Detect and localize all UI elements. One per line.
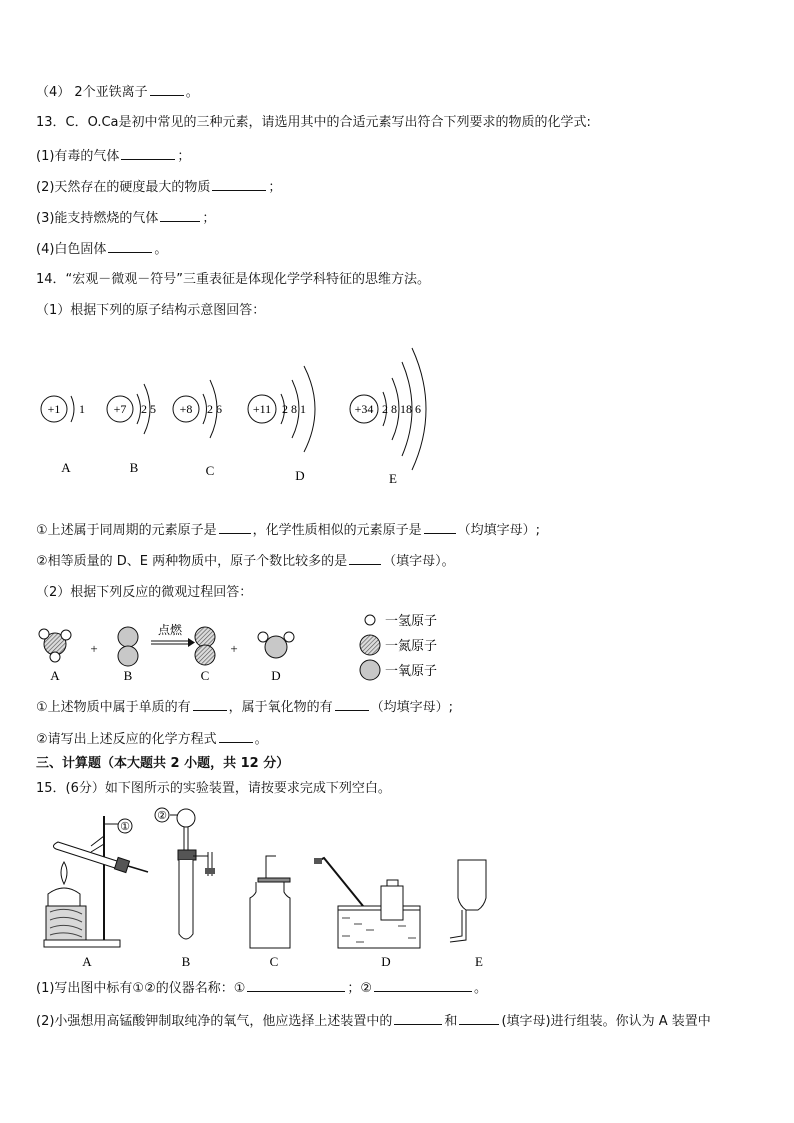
atom-structure-diagrams xyxy=(30,340,450,490)
atom-e-label: E xyxy=(389,471,397,486)
q13-item-2-end: ； xyxy=(268,180,282,195)
atom-c-nucleus: +8 xyxy=(179,402,193,416)
apparatus-b xyxy=(155,808,215,969)
apparatus-e xyxy=(450,860,486,969)
molecule-c xyxy=(195,627,215,683)
atom-d xyxy=(248,366,315,483)
atom-e-electrons: 2 8 18 6 xyxy=(382,402,421,416)
q13-item-4-text: (4)白色固体 xyxy=(36,242,107,257)
q14-sub4 xyxy=(36,729,268,749)
q15-sub1 xyxy=(36,978,487,998)
atom-b-electrons: 2 5 xyxy=(141,402,156,416)
q13-item-3 xyxy=(36,208,215,228)
molecule-d xyxy=(258,632,294,683)
q14-sub1-text-b: ，化学性质相似的元素原子是 xyxy=(252,523,422,538)
q13-item-4 xyxy=(36,239,167,259)
q14-sub2-text-a: ②相等质量的 D、E 两种物质中，原子个数比较多的是 xyxy=(36,554,348,569)
atom-a xyxy=(41,396,85,475)
q15-sub2-text-b: 和 xyxy=(444,1014,458,1029)
atom-legend xyxy=(360,613,437,680)
atom-b-nucleus: +7 xyxy=(113,402,127,416)
answer-blank[interactable] xyxy=(219,520,251,534)
q13-item-4-end: 。 xyxy=(154,242,168,257)
plus-sign: + xyxy=(90,641,98,656)
q13-item-1-text: (1)有毒的气体 xyxy=(36,149,120,164)
q13-item-1 xyxy=(36,146,190,166)
q13-item-3-end: ； xyxy=(202,211,216,226)
reaction-diagram xyxy=(30,610,470,690)
answer-blank[interactable] xyxy=(121,146,175,160)
q15-sub2-text-c: (填字母)进行组装。你认为 A 装置中 xyxy=(501,1014,711,1029)
q12-item-4-text: （4） 2个亚铁离子 xyxy=(36,85,148,100)
legend-nitrogen: 一氮原子 xyxy=(385,638,438,653)
molecule-b-label: B xyxy=(123,668,133,683)
q14-sub4-text-b: 。 xyxy=(254,732,268,747)
oxygen-atom-icon xyxy=(360,660,380,680)
q14-sub3 xyxy=(36,697,453,717)
q15-stem: 15．(6分）如下图所示的实验装置，请按要求完成下列空白。 xyxy=(36,781,391,796)
q14-stem: 14．“宏观－微观－符号”三重表征是体现化学学科特征的思维方法。 xyxy=(36,272,431,287)
atom-a-nucleus: +1 xyxy=(47,402,61,416)
molecule-a-label: A xyxy=(50,668,60,683)
atom-b xyxy=(107,384,156,475)
molecule-c-label: C xyxy=(200,668,210,683)
atom-e xyxy=(350,348,426,486)
answer-blank[interactable] xyxy=(212,177,266,191)
apparatus-c xyxy=(250,856,290,969)
legend-oxygen: 一氧原子 xyxy=(385,663,438,678)
q14-sub1-text-a: ①上述属于同周期的元素原子是 xyxy=(36,523,217,538)
apparatus-b-label: B xyxy=(181,954,191,969)
q13-item-2 xyxy=(36,177,281,197)
answer-blank[interactable] xyxy=(335,697,369,711)
apparatus-c-label: C xyxy=(269,954,279,969)
q13-stem: 13．C．O.Ca是初中常见的三种元素，请选用其中的合适元素写出符合下列要求的物质的化学式: xyxy=(36,115,591,130)
q13-item-3-text: (3)能支持燃烧的气体 xyxy=(36,211,159,226)
answer-blank[interactable] xyxy=(459,1011,499,1025)
q14-sub2-text-b: （填字母）。 xyxy=(383,554,455,569)
atom-c-label: C xyxy=(205,463,215,478)
molecule-a xyxy=(39,629,71,683)
answer-blank[interactable] xyxy=(108,239,152,253)
atom-d-nucleus: +11 xyxy=(252,402,272,416)
answer-blank[interactable] xyxy=(247,978,345,992)
answer-blank[interactable] xyxy=(219,729,253,743)
q15-sub1-text-a: (1)写出图中标有①②的仪器名称：① xyxy=(36,981,246,996)
q14-sub1-text-c: （均填字母）; xyxy=(457,523,541,538)
answer-blank[interactable] xyxy=(193,697,227,711)
apparatus-e-label: E xyxy=(475,954,483,969)
marker-1: ① xyxy=(120,821,130,833)
answer-blank[interactable] xyxy=(394,1011,442,1025)
q12-item-4 xyxy=(36,82,199,102)
q14-sub1 xyxy=(36,520,540,540)
atom-d-label: D xyxy=(295,468,305,483)
answer-blank[interactable] xyxy=(349,551,381,565)
answer-blank[interactable] xyxy=(424,520,456,534)
hydrogen-atom-icon xyxy=(365,615,375,625)
apparatus-diagram xyxy=(36,806,506,976)
apparatus-a-label: A xyxy=(82,954,92,969)
legend-hydrogen: 一氢原子 xyxy=(385,613,438,628)
apparatus-a xyxy=(44,816,148,969)
atom-d-electrons: 2 8 1 xyxy=(282,402,306,416)
q15-sub2 xyxy=(36,1011,711,1031)
q13-item-1-end: ； xyxy=(177,149,191,164)
molecule-b xyxy=(118,627,138,683)
q14-sub3-text-a: ①上述物质中属于单质的有 xyxy=(36,700,191,715)
section-3-title: 三、计算题（本大题共 2 小题，共 12 分） xyxy=(36,756,290,771)
q14-sub4-text-a: ②请写出上述反应的化学方程式 xyxy=(36,732,217,747)
answer-blank[interactable] xyxy=(160,208,200,222)
q14-sub3-text-b: ，属于氧化物的有 xyxy=(228,700,333,715)
molecule-d-label: D xyxy=(271,668,281,683)
atom-a-electrons: 1 xyxy=(79,402,85,416)
reaction-condition: 点燃 xyxy=(157,623,183,637)
q14-sub2 xyxy=(36,551,455,571)
answer-blank[interactable] xyxy=(150,82,184,96)
atom-b-label: B xyxy=(129,460,139,475)
q12-item-4-end: 。 xyxy=(185,85,199,100)
plus-sign: + xyxy=(230,641,238,656)
q15-sub1-text-c: 。 xyxy=(474,981,488,996)
apparatus-d-label: D xyxy=(381,954,391,969)
marker-2: ② xyxy=(157,810,167,822)
q15-sub1-text-b: ；② xyxy=(347,981,373,996)
q14-sub3-text-c: （均填字母）; xyxy=(370,700,454,715)
atom-a-label: A xyxy=(61,460,71,475)
apparatus-d xyxy=(314,858,420,969)
q13-item-2-text: (2)天然存在的硬度最大的物质 xyxy=(36,180,211,195)
nitrogen-atom-icon xyxy=(360,635,380,655)
atom-c-electrons: 2 6 xyxy=(207,402,222,416)
atom-e-nucleus: +34 xyxy=(354,402,374,416)
q14-part2: （2）根据下列反应的微观过程回答： xyxy=(36,585,253,600)
answer-blank[interactable] xyxy=(374,978,472,992)
atom-c xyxy=(173,380,222,478)
q14-part1: （1）根据下列的原子结构示意图回答： xyxy=(36,303,266,318)
q15-sub2-text-a: (2)小强想用高锰酸钾制取纯净的氧气，他应选择上述装置中的 xyxy=(36,1014,393,1029)
